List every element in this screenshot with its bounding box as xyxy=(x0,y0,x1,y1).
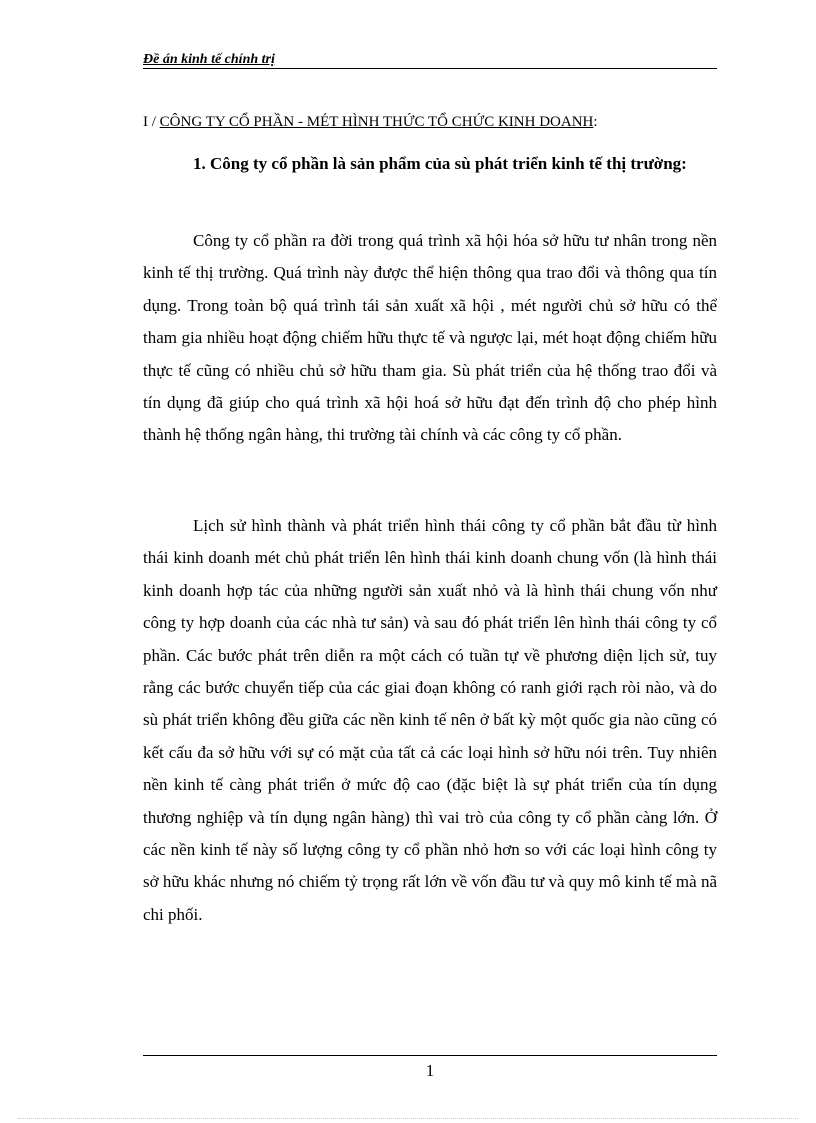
paragraph-2: Lịch sử hình thành và phát triển hình thái công ty cổ phần bắt đầu từ hình thái kinh doanh mét chủ phát triển lên hình thái kinh doanh chung vốn (là hình thái kinh doanh hợp tác của những người sản xuất nhỏ và là hình thái chung vốn như công ty hợp doanh của các nhà tư sản) và sau đó phát triển lên hình thái công ty cổ phần. Các bước phát trên diễn ra một cách có tuần tự về phương diện lịch sử, tuy rằng các bước chuyển tiếp của các giai đoạn không có ranh giới rạch ròi nào, và do sù phát triển không đều giữa các nền kinh tế nên ở bất kỳ một quốc gia nào cũng có kết cấu đa sở hữu với sự có mặt của tất cả các loại hình sở hữu nói trên. Tuy nhiên nền kinh tế càng phát triển ở mức độ cao (đặc biệt là sự phát triển của tín dụng thương nghiệp và tín dụng ngân hàng) thì vai trò của công ty cổ phần càng lớn. Ở các nền kinh tế này số lượng công ty cổ phần nhỏ hơn so với các loại hình công ty sở hữu khác nhưng nó chiếm tỷ trọng rất lớn về vốn đầu tư và quy mô kinh tế mà nã chi phối. xyxy=(143,516,717,924)
section-number: I / xyxy=(143,114,160,130)
footer-divider xyxy=(143,1055,717,1056)
page-bottom-border xyxy=(18,1118,798,1119)
section-title: CÔNG TY CỔ PHẦN - MÉT HÌNH THỨC TỔ CHỨC KINH DOANH xyxy=(159,114,594,130)
section-heading xyxy=(143,112,598,132)
section-suffix: : xyxy=(593,114,598,130)
subsection-heading: 1. Công ty cổ phần là sản phẩm của sù phát triển kinh tế thị trường: xyxy=(193,154,687,173)
header-title: Đề án kinh tế chính trị xyxy=(143,52,275,67)
page-header xyxy=(143,50,717,69)
paragraph-1: Công ty cổ phần ra đời trong quá trình xã hội hóa sở hữu tư nhân trong nền kinh tế thị trường. Quá trình này được thể hiện thông qua trao đổi và thông qua tín dụng. Trong toàn bộ quá trình tái sản xuất xã hội , mét người chủ sở hữu có thể tham gia nhiều hoạt động chiếm hữu thực tế và ngược lại, mét hoạt động chiếm hữu thực tế cũng có nhiều chủ sở hữu tham gia. Sù phát triển của hệ thống trao đổi và tín dụng đã giúp cho quá trình xã hội hoá sở hữu đạt đến trình độ cho phép hình thành hệ thống ngân hàng, thi trường tài chính và các công ty cổ phần. xyxy=(143,231,717,445)
page-number: 1 xyxy=(425,1061,435,1080)
